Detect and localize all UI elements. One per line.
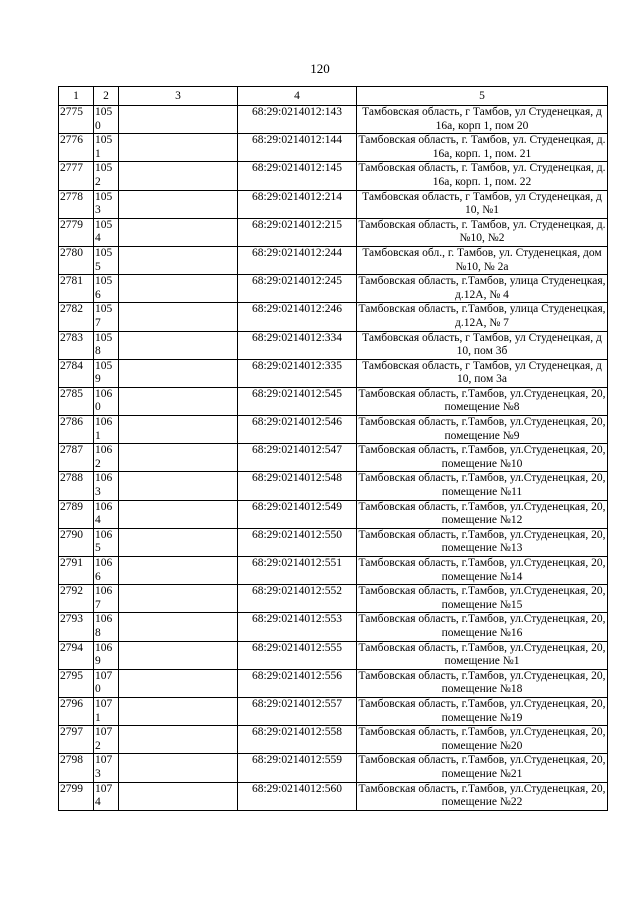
cadastral-number-cell: 68:29:0214012:549 (238, 500, 357, 528)
address-cell: Тамбовская область, г.Тамбов, ул.Студенецкая, 20, помещение №16 (357, 613, 608, 641)
row-number-cell: 2796 (59, 697, 94, 725)
cadastral-number-cell: 68:29:0214012:548 (238, 472, 357, 500)
code-cell: 1054 (94, 218, 119, 246)
row-number-cell: 2777 (59, 162, 94, 190)
empty-cell (119, 359, 238, 387)
empty-cell (119, 218, 238, 246)
code-cell: 1053 (94, 190, 119, 218)
row-number-cell: 2799 (59, 782, 94, 810)
cadastral-number-cell: 68:29:0214012:144 (238, 134, 357, 162)
address-cell: Тамбовская область, г.Тамбов, ул.Студенецкая, 20, помещение №14 (357, 557, 608, 585)
code-cell: 1070 (94, 669, 119, 697)
table-row (59, 416, 608, 444)
empty-cell (119, 528, 238, 556)
row-number-cell: 2784 (59, 359, 94, 387)
cadastral-number-cell: 68:29:0214012:557 (238, 697, 357, 725)
empty-cell (119, 557, 238, 585)
code-cell: 1060 (94, 387, 119, 415)
empty-cell (119, 585, 238, 613)
table-row (59, 557, 608, 585)
code-cell: 1073 (94, 754, 119, 782)
table-row (59, 472, 608, 500)
page-number: 120 (310, 61, 330, 76)
empty-cell (119, 303, 238, 331)
empty-cell (119, 190, 238, 218)
row-number-cell: 2785 (59, 387, 94, 415)
row-number-cell: 2780 (59, 246, 94, 274)
code-cell: 1072 (94, 726, 119, 754)
table-row (59, 444, 608, 472)
code-cell: 1061 (94, 416, 119, 444)
empty-cell (119, 697, 238, 725)
empty-cell (119, 275, 238, 303)
table-row (59, 726, 608, 754)
row-number-cell: 2775 (59, 106, 94, 134)
table-row (59, 585, 608, 613)
code-cell: 1071 (94, 697, 119, 725)
row-number-cell: 2789 (59, 500, 94, 528)
address-cell: Тамбовская область, г Тамбов, ул Студенецкая, д 10, пом 3б (357, 331, 608, 359)
address-cell: Тамбовская область, г.Тамбов, ул.Студенецкая, 20, помещение №19 (357, 697, 608, 725)
address-cell: Тамбовская область, г Тамбов, ул Студенецкая, д 10, №1 (357, 190, 608, 218)
address-cell: Тамбовская область, г.Тамбов, ул.Студенецкая, 20, помещение №9 (357, 416, 608, 444)
cadastral-number-cell: 68:29:0214012:546 (238, 416, 357, 444)
header-col-3: 3 (119, 87, 238, 106)
row-number-cell: 2783 (59, 331, 94, 359)
row-number-cell: 2786 (59, 416, 94, 444)
empty-cell (119, 641, 238, 669)
code-cell: 1050 (94, 106, 119, 134)
row-number-cell: 2788 (59, 472, 94, 500)
empty-cell (119, 669, 238, 697)
address-cell: Тамбовская область, г. Тамбов, ул. Студенецкая, д. 16а, корп. 1, пом. 21 (357, 134, 608, 162)
header-col-4: 4 (238, 87, 357, 106)
address-cell: Тамбовская область, г.Тамбов, ул.Студенецкая, 20, помещение №1 (357, 641, 608, 669)
code-cell: 1064 (94, 500, 119, 528)
empty-cell (119, 726, 238, 754)
code-cell: 1058 (94, 331, 119, 359)
table-header (59, 87, 608, 106)
table-row (59, 697, 608, 725)
code-cell: 1051 (94, 134, 119, 162)
table-row (59, 669, 608, 697)
row-number-cell: 2795 (59, 669, 94, 697)
code-cell: 1069 (94, 641, 119, 669)
address-cell: Тамбовская область, г.Тамбов, ул.Студенецкая, 20, помещение №10 (357, 444, 608, 472)
address-cell: Тамбовская обл., г. Тамбов, ул. Студенецкая, дом №10, № 2а (357, 246, 608, 274)
code-cell: 1055 (94, 246, 119, 274)
address-cell: Тамбовская область, г.Тамбов, ул.Студенецкая, 20, помещение №11 (357, 472, 608, 500)
address-cell: Тамбовская область, г Тамбов, ул Студенецкая, д 10, пом 3а (357, 359, 608, 387)
table-row (59, 782, 608, 810)
row-number-cell: 2790 (59, 528, 94, 556)
cadastral-number-cell: 68:29:0214012:246 (238, 303, 357, 331)
table-row (59, 106, 608, 134)
table-body (59, 106, 608, 811)
code-cell: 1065 (94, 528, 119, 556)
table-row (59, 500, 608, 528)
table-row (59, 275, 608, 303)
cadastral-number-cell: 68:29:0214012:553 (238, 613, 357, 641)
header-col-5: 5 (357, 87, 608, 106)
code-cell: 1059 (94, 359, 119, 387)
empty-cell (119, 387, 238, 415)
empty-cell (119, 162, 238, 190)
address-cell: Тамбовская область, г. Тамбов, ул. Студенецкая, д. №10, №2 (357, 218, 608, 246)
cadastral-number-cell: 68:29:0214012:560 (238, 782, 357, 810)
row-number-cell: 2798 (59, 754, 94, 782)
address-cell: Тамбовская область, г. Тамбов, ул. Студенецкая, д. 16а, корп. 1, пом. 22 (357, 162, 608, 190)
code-cell: 1062 (94, 444, 119, 472)
row-number-cell: 2791 (59, 557, 94, 585)
table-row (59, 359, 608, 387)
empty-cell (119, 444, 238, 472)
address-cell: Тамбовская область, г.Тамбов, ул.Студенецкая, 20, помещение №22 (357, 782, 608, 810)
code-cell: 1052 (94, 162, 119, 190)
table-row (59, 613, 608, 641)
cadastral-number-cell: 68:29:0214012:559 (238, 754, 357, 782)
row-number-cell: 2792 (59, 585, 94, 613)
cadastral-number-cell: 68:29:0214012:145 (238, 162, 357, 190)
table-row (59, 218, 608, 246)
row-number-cell: 2781 (59, 275, 94, 303)
address-cell: Тамбовская область, г.Тамбов, ул.Студенецкая, 20, помещение №13 (357, 528, 608, 556)
row-number-cell: 2794 (59, 641, 94, 669)
cadastral-number-cell: 68:29:0214012:547 (238, 444, 357, 472)
row-number-cell: 2776 (59, 134, 94, 162)
code-cell: 1074 (94, 782, 119, 810)
address-cell: Тамбовская область, г.Тамбов, ул.Студенецкая, 20, помещение №12 (357, 500, 608, 528)
address-cell: Тамбовская область, г.Тамбов, ул.Студенецкая, 20, помещение №21 (357, 754, 608, 782)
code-cell: 1066 (94, 557, 119, 585)
code-cell: 1056 (94, 275, 119, 303)
table-row (59, 641, 608, 669)
cadastral-number-cell: 68:29:0214012:335 (238, 359, 357, 387)
empty-cell (119, 106, 238, 134)
address-cell: Тамбовская область, г.Тамбов, улица Студенецкая, д.12А, № 4 (357, 275, 608, 303)
address-cell: Тамбовская область, г.Тамбов, улица Студенецкая, д.12А, № 7 (357, 303, 608, 331)
registry-table (58, 86, 608, 811)
cadastral-number-cell: 68:29:0214012:214 (238, 190, 357, 218)
address-cell: Тамбовская область, г Тамбов, ул Студенецкая, д 16а, корп 1, пом 20 (357, 106, 608, 134)
cadastral-number-cell: 68:29:0214012:245 (238, 275, 357, 303)
code-cell: 1067 (94, 585, 119, 613)
row-number-cell: 2778 (59, 190, 94, 218)
code-cell: 1063 (94, 472, 119, 500)
table-row (59, 134, 608, 162)
cadastral-number-cell: 68:29:0214012:556 (238, 669, 357, 697)
cadastral-number-cell: 68:29:0214012:215 (238, 218, 357, 246)
table-row (59, 303, 608, 331)
address-cell: Тамбовская область, г.Тамбов, ул.Студенецкая, 20, помещение №15 (357, 585, 608, 613)
code-cell: 1057 (94, 303, 119, 331)
header-row (59, 87, 608, 106)
empty-cell (119, 246, 238, 274)
cadastral-number-cell: 68:29:0214012:555 (238, 641, 357, 669)
table-row (59, 331, 608, 359)
table-row (59, 754, 608, 782)
empty-cell (119, 472, 238, 500)
table-row (59, 162, 608, 190)
row-number-cell: 2797 (59, 726, 94, 754)
empty-cell (119, 331, 238, 359)
header-col-2: 2 (94, 87, 119, 106)
cadastral-number-cell: 68:29:0214012:143 (238, 106, 357, 134)
cadastral-number-cell: 68:29:0214012:552 (238, 585, 357, 613)
cadastral-number-cell: 68:29:0214012:551 (238, 557, 357, 585)
cadastral-number-cell: 68:29:0214012:550 (238, 528, 357, 556)
empty-cell (119, 134, 238, 162)
cadastral-number-cell: 68:29:0214012:558 (238, 726, 357, 754)
table-row (59, 190, 608, 218)
cadastral-number-cell: 68:29:0214012:334 (238, 331, 357, 359)
row-number-cell: 2793 (59, 613, 94, 641)
row-number-cell: 2782 (59, 303, 94, 331)
header-col-1: 1 (59, 87, 94, 106)
empty-cell (119, 754, 238, 782)
empty-cell (119, 782, 238, 810)
table-row (59, 246, 608, 274)
table-row (59, 387, 608, 415)
empty-cell (119, 416, 238, 444)
row-number-cell: 2779 (59, 218, 94, 246)
code-cell: 1068 (94, 613, 119, 641)
address-cell: Тамбовская область, г.Тамбов, ул.Студенецкая, 20, помещение №8 (357, 387, 608, 415)
empty-cell (119, 613, 238, 641)
address-cell: Тамбовская область, г.Тамбов, ул.Студенецкая, 20, помещение №18 (357, 669, 608, 697)
table-row (59, 528, 608, 556)
empty-cell (119, 500, 238, 528)
row-number-cell: 2787 (59, 444, 94, 472)
cadastral-number-cell: 68:29:0214012:244 (238, 246, 357, 274)
cadastral-number-cell: 68:29:0214012:545 (238, 387, 357, 415)
address-cell: Тамбовская область, г.Тамбов, ул.Студенецкая, 20, помещение №20 (357, 726, 608, 754)
